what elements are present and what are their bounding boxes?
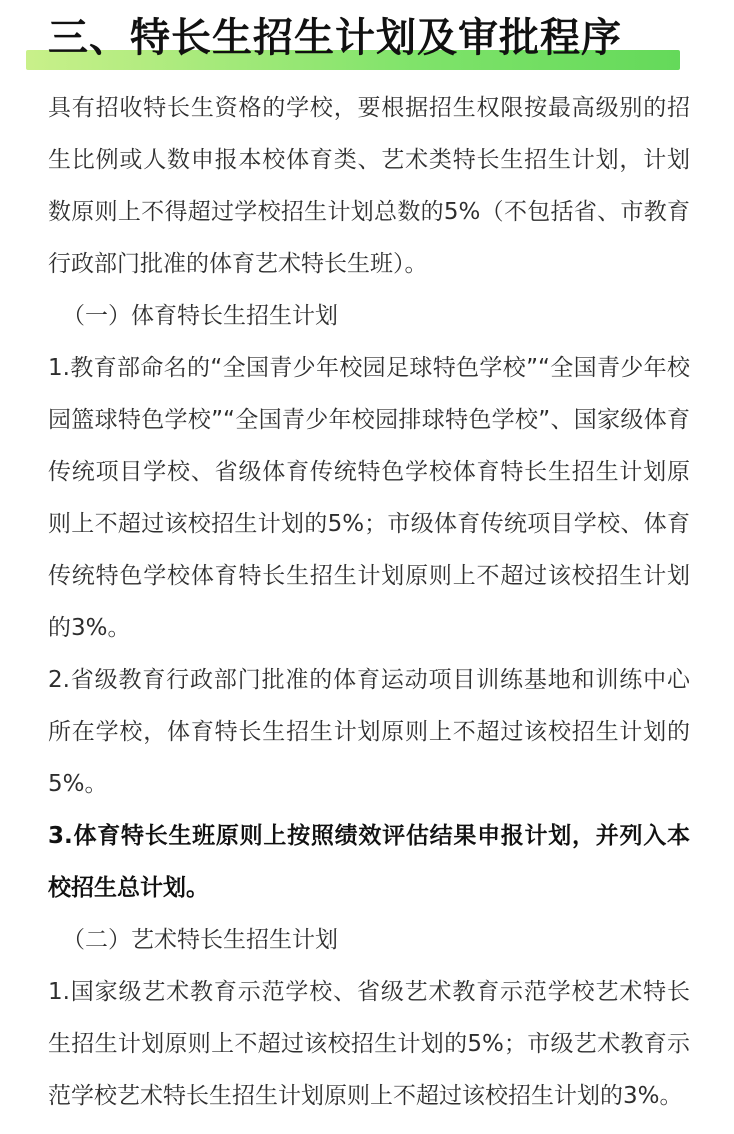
arts-item-1: 1.国家级艺术教育示范学校、省级艺术教育示范学校艺术特长生招生计划原则上不超过该校招生计划的5%；市级艺术教育示范学校艺术特长生招生计划原则上不超过该校招生计划的3%。 xyxy=(48,979,690,1109)
document-body xyxy=(48,82,690,1122)
sports-item-1: 1.教育部命名的“全国青少年校园足球特色学校”“全国青少年校园篮球特色学校”“全国青少年校园排球特色学校”、国家级体育传统项目学校、省级体育传统特色学校体育特长生招生计划原则上不超过该校招生计划的5%；市级体育传统项目学校、体育传统特色学校体育特长生招生计划原则上不超过该校招生计划的3%。 xyxy=(48,355,690,641)
section-heading: 三、特长生招生计划及审批程序 xyxy=(48,15,622,61)
section-heading-block xyxy=(26,6,682,68)
arts-plan-subheading: （二）艺术特长生招生计划 xyxy=(62,927,338,953)
sports-item-3: 3.体育特长生班原则上按照绩效评估结果申报计划，并列入本校招生总计划。 xyxy=(48,823,690,901)
intro-paragraph: 具有招收特长生资格的学校，要根据招生权限按最高级别的招生比例或人数申报本校体育类、艺术类特长生招生计划，计划数原则上不得超过学校招生计划总数的5%（不包括省、市教育行政部门批准的体育艺术特长生班）。 xyxy=(48,95,690,277)
sports-plan-subheading: （一）体育特长生招生计划 xyxy=(62,303,338,329)
sports-item-2: 2.省级教育行政部门批准的体育运动项目训练基地和训练中心所在学校，体育特长生招生计划原则上不超过该校招生计划的5%。 xyxy=(48,667,690,797)
